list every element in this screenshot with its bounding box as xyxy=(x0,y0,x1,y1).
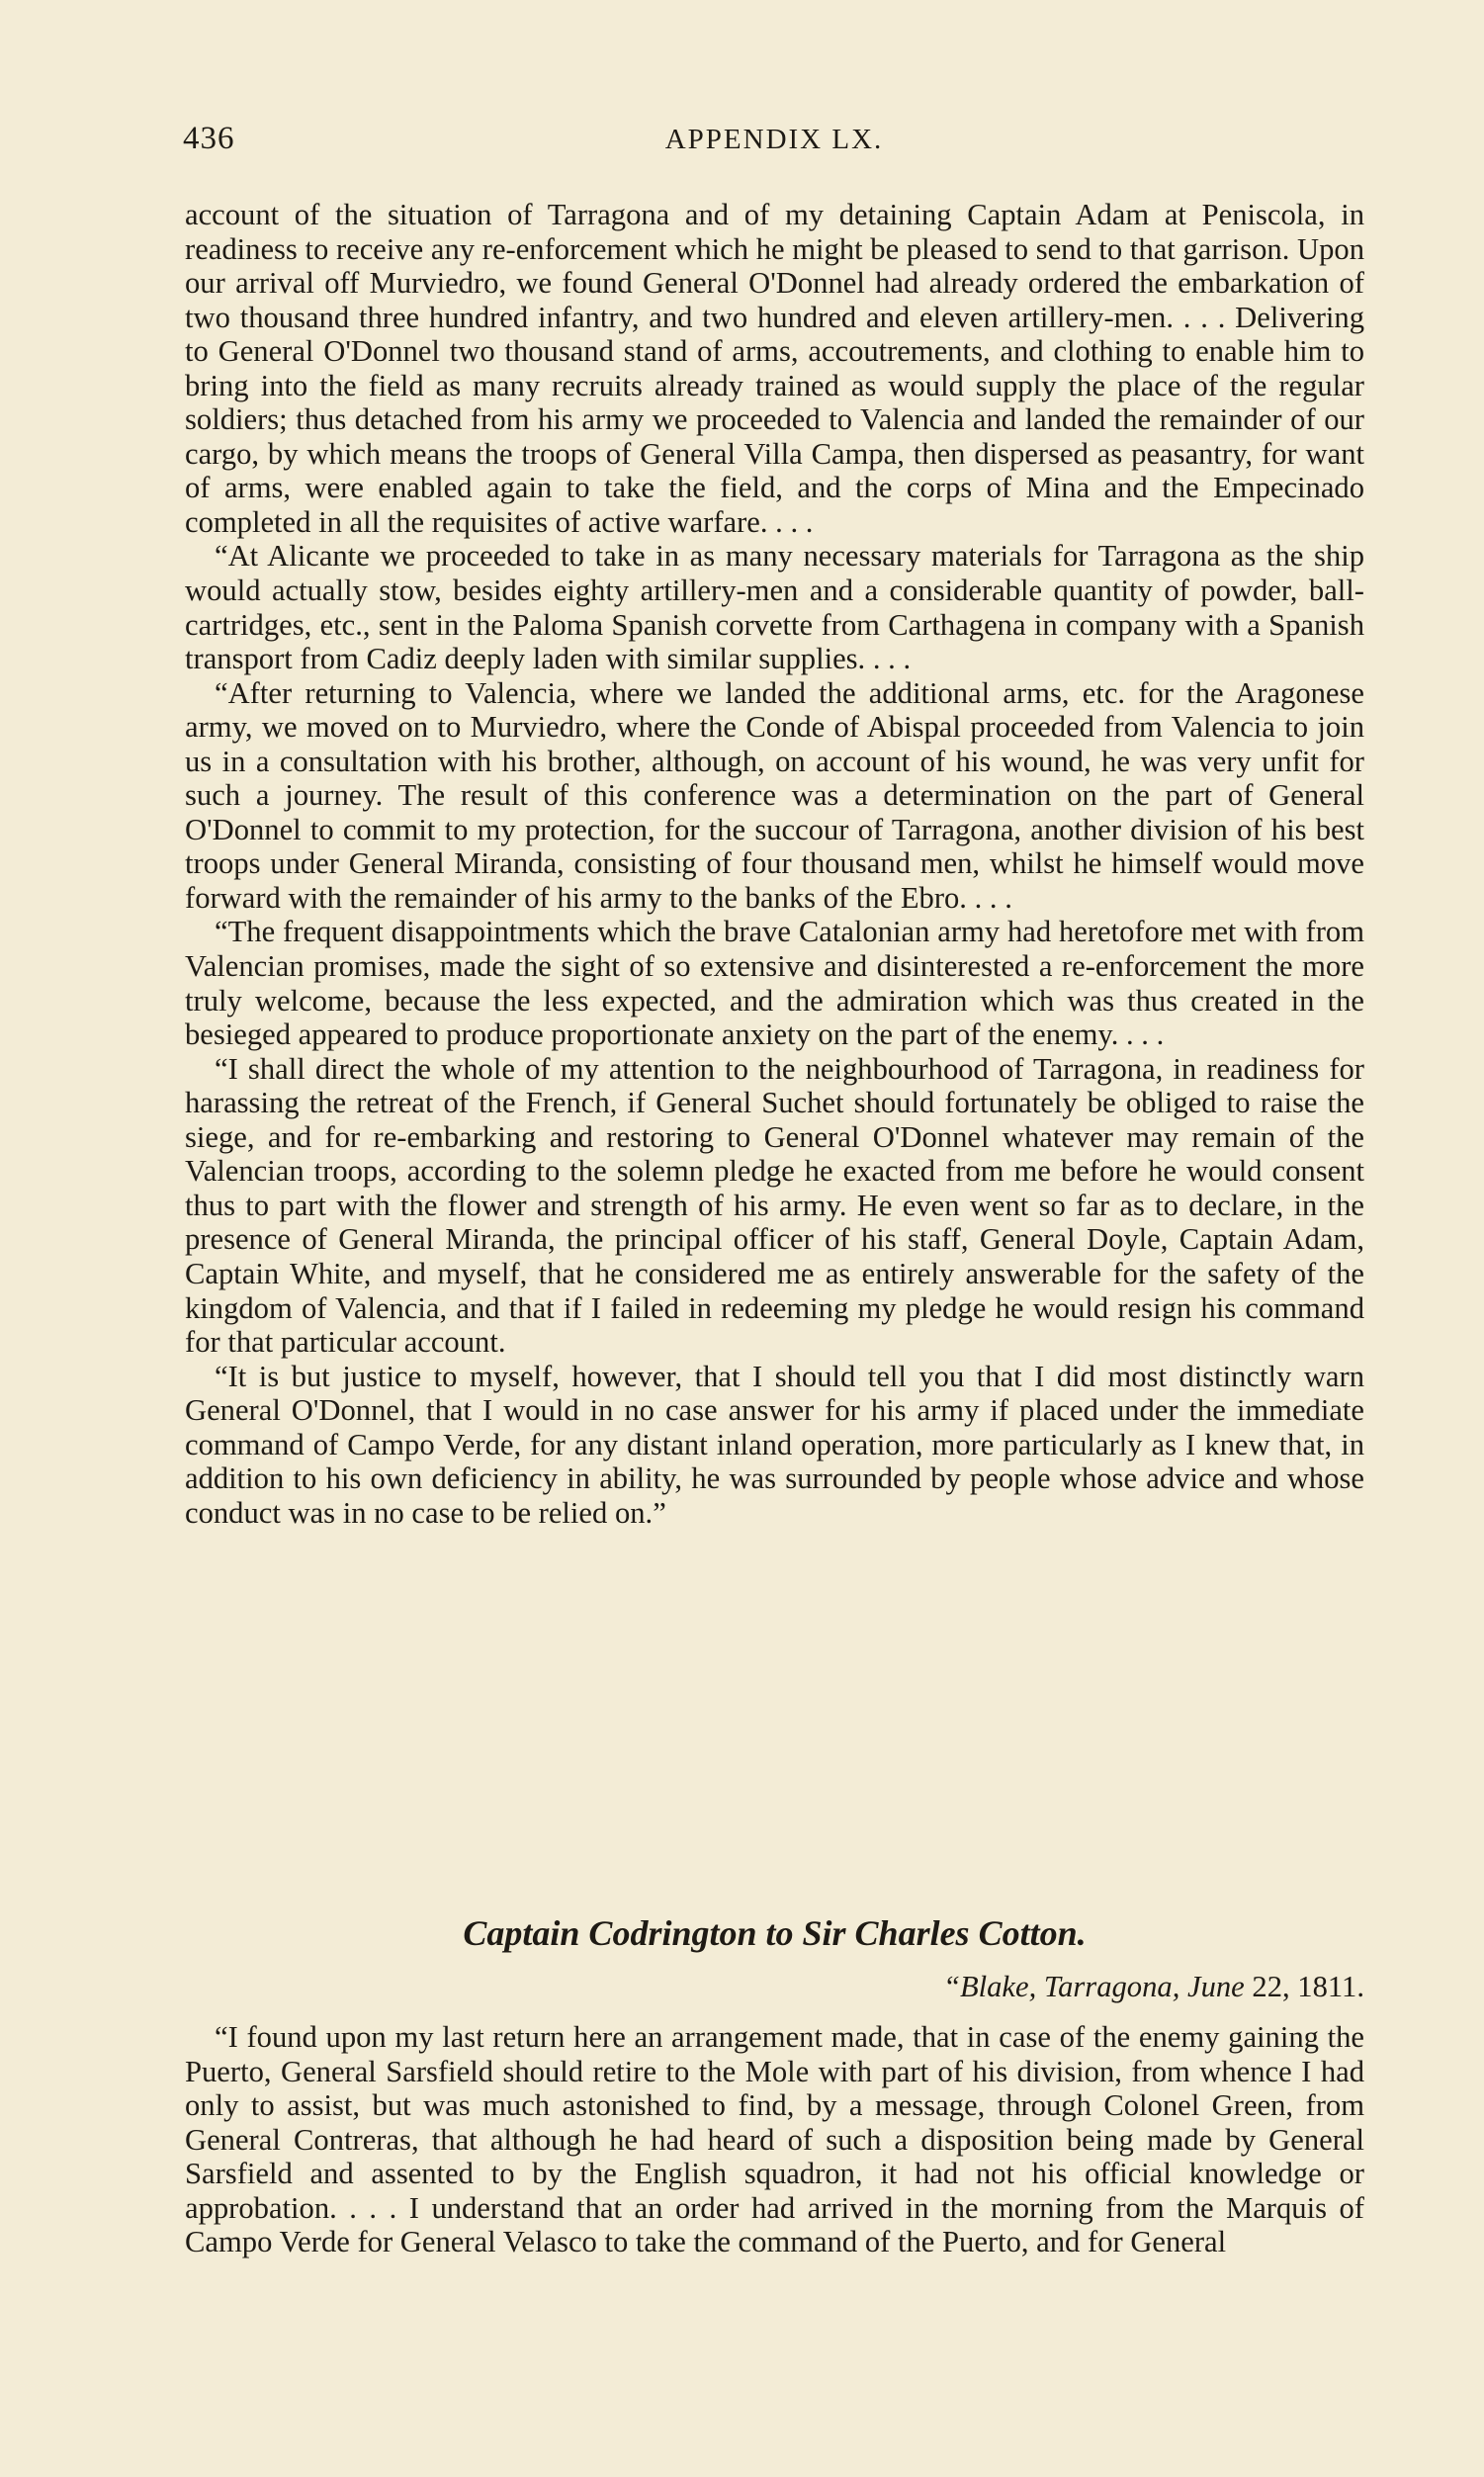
paragraph: “After returning to Valencia, where we landed the additional arms, etc. for the Aragonese army, we moved on to Murviedro, where the Conde of Abispal proceeded from Valencia to join us in a consultation with his brother, although, on account of his wound, he was very unfit for such a journey. The result of this conference was a determination on the part of General O'Donnel to commit to my protection, for the succour of Tarragona, another division of his best troops under General Miranda, consisting of four thousand men, whilst he himself would move forward with the remainder of his army to the banks of the Ebro. . . . xyxy=(185,675,1364,915)
paragraph: “The frequent disappointments which the brave Catalonian army had heretofore met with from Valencian promises, made the sight of so extensive and disinterested a re-enforcement the more truly welcome, because the less expected, and the admiration which was thus created in the besieged appeared to produce proportionate anxiety on the part of the enemy. . . . xyxy=(185,915,1364,1052)
paragraph: “I found upon my last return here an arrangement made, that in case of the enemy gaining the Puerto, General Sarsfield should retire to the Mole with part of his division, from whence I had only to assist, but was much astonished to find, by a message, through Colonel Green, from General Contreras, that although he had heard of such a disposition being made by General Sarsfield and assented to by the English squadron, it had not his official knowledge or approbation. . . . I understand that an order had arrived in the morning from the Marquis of Campo Verde for General Velasco to take the command of the Puerto, and for General xyxy=(185,2020,1364,2259)
paragraph: “At Alicante we proceeded to take in as many necessary materials for Tarragona as the ship would actually stow, besides eighty artillery-men and a considerable quantity of powder, ball-cartridges, etc., sent in the Paloma Spanish corvette from Carthagena in company with a Spanish transport from Cadiz deeply laden with similar supplies. . . . xyxy=(185,539,1364,676)
page-header xyxy=(183,121,1365,166)
dateline-place: “Blake, Tarragona, June xyxy=(942,1970,1245,2003)
letter-title: Captain Codrington to Sir Charles Cotton. xyxy=(463,1913,1087,1953)
paragraph: “It is but justice to myself, however, that I should tell you that I did most distinctly warn General O'Donnel, that I would in no case answer for his army if placed under the immediate command of Campo Verde, for any distant inland operation, more particularly as I knew that, in addition to his own deficiency in ability, he was surrounded by people whose advice and whose conduct was in no case to be relied on.” xyxy=(185,1359,1364,1530)
running-head: APPENDIX LX. xyxy=(664,124,884,155)
paragraph: “I shall direct the whole of my attention to the neighbourhood of Tarragona, in readiness for harassing the retreat of the French, if General Suchet should fortunately be obliged to raise the siege, and for re-embarking and restoring to General O'Donnel whatever may remain of the Valencian troops, according to the solemn pledge he exacted from me before he would consent thus to part with the flower and strength of his army. He even went so far as to declare, in the presence of General Miranda, the principal officer of his staff, General Doyle, Captain Adam, Captain White, and myself, that he considered me as entirely answerable for the safety of the kingdom of Valencia, and that if I failed in redeeming my pledge he would resign his command for that particular account. xyxy=(185,1051,1364,1360)
page-number: 436 xyxy=(183,121,235,156)
dateline-date: 22, 1811. xyxy=(1244,1970,1364,2003)
letter-dateline xyxy=(185,1970,1364,2004)
paragraph: account of the situation of Tarragona and of my detaining Captain Adam at Peniscola, in readiness to receive any re-enforcement which he might be pleased to send to that garrison. Upon our arrival off Murviedro, we found General O'Donnel had already ordered the embarkation of two thousand three hundred infantry, and two hundred and eleven artillery-men. . . . Delivering to General O'Donnel two thousand stand of arms, accoutrements, and clothing to enable him to bring into the field as many recruits already trained as would supply the place of the regular soldiers; thus detached from his army we proceeded to Valencia and landed the remainder of our cargo, by which means the troops of General Villa Campa, then dispersed as peasantry, for want of arms, were enabled again to take the field, and the corps of Mina and the Empecinado completed in all the requisites of active warfare. . . . xyxy=(185,198,1364,539)
main-text xyxy=(185,198,1364,1530)
letter-body xyxy=(185,2020,1364,2259)
